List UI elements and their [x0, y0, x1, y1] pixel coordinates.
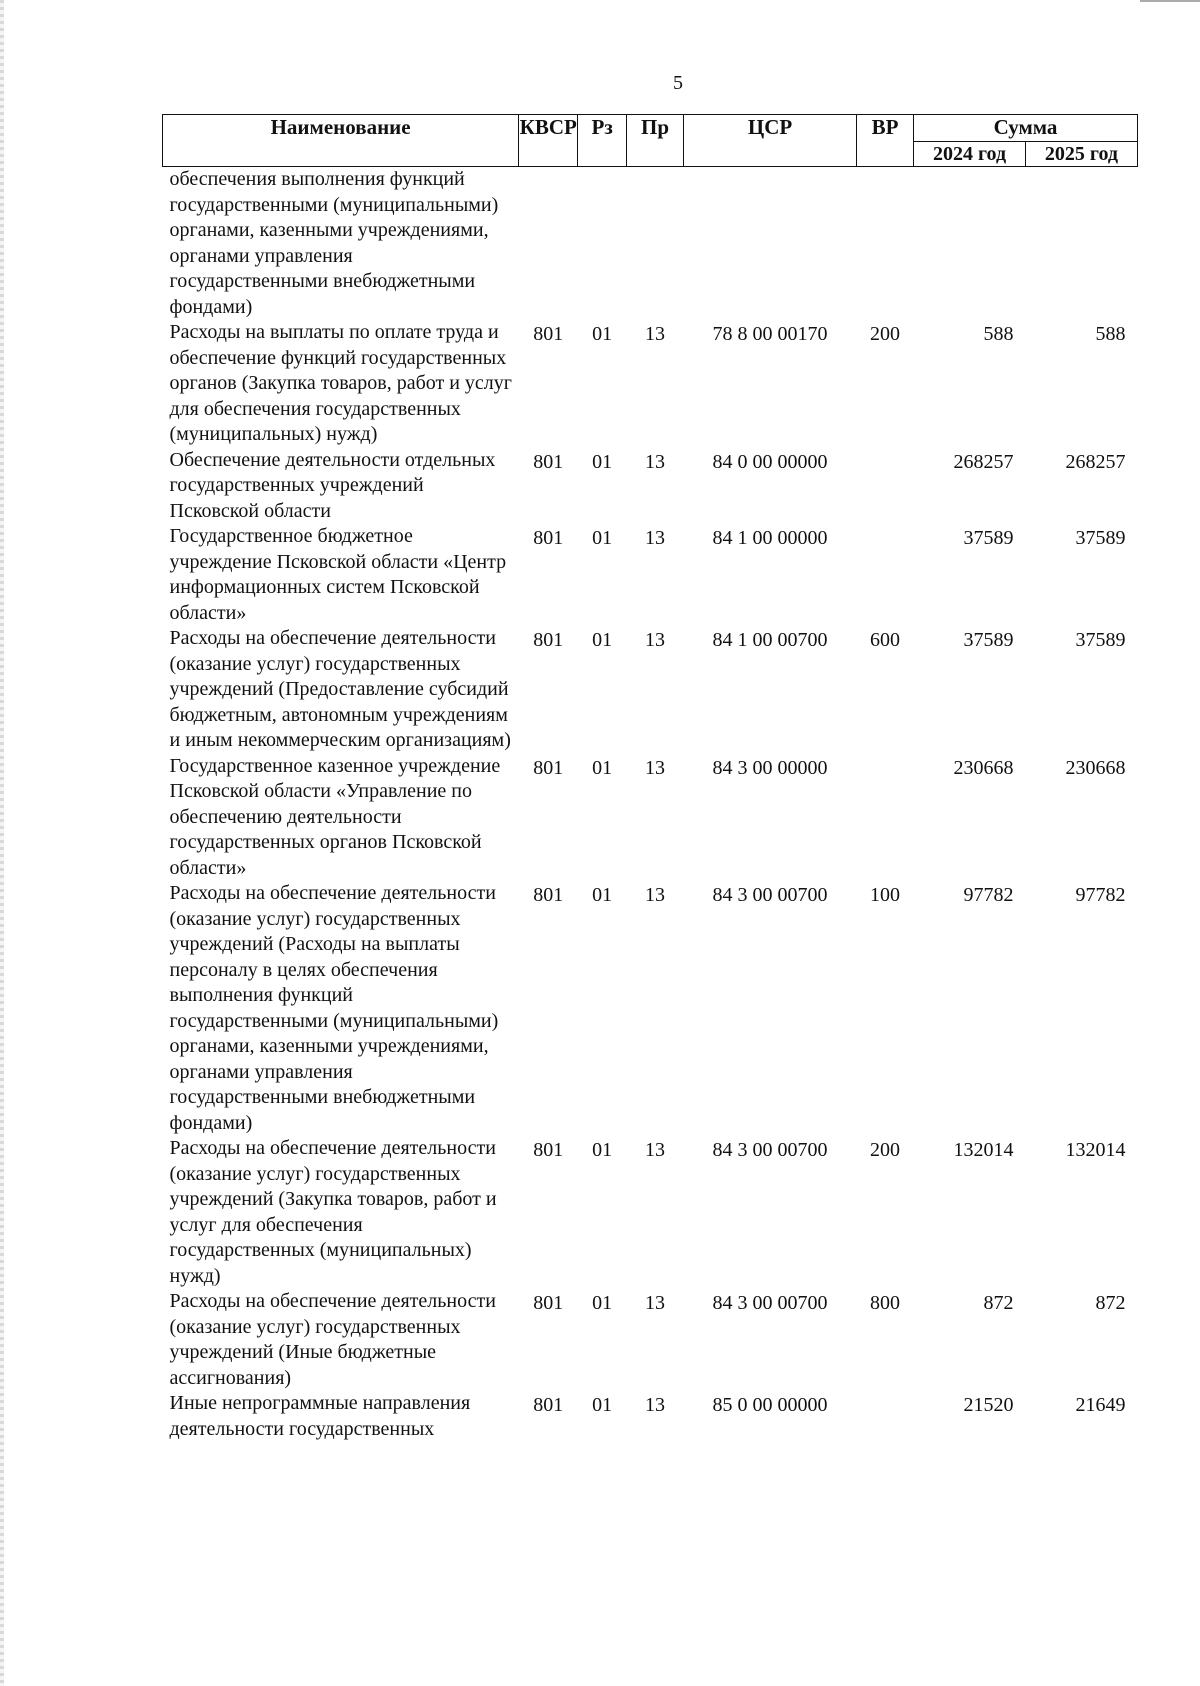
- cell-rz: 01: [592, 1394, 613, 1416]
- cell-rz: 01: [592, 884, 613, 906]
- cell-csr: 84 1 00 00000: [712, 527, 828, 549]
- cell-name: Государственное казенное учреждение Псковской области «Управление по обеспечению деятельности государственных органов Псковской области»: [169, 754, 501, 879]
- table-row: [163, 1136, 1138, 1289]
- cell-sum-2025: 872: [1095, 1292, 1126, 1314]
- cell-vr: [857, 524, 914, 626]
- header-rz: Рз: [578, 115, 627, 167]
- header-pr: Пр: [627, 115, 684, 167]
- cell-vr: [857, 754, 914, 882]
- cell-kvsr: 801: [533, 1394, 564, 1416]
- cell-sum-2025: 132014: [1065, 1139, 1126, 1161]
- table-row: [163, 524, 1138, 626]
- cell-rz: 01: [592, 629, 613, 651]
- cell-csr: 84 3 00 00000: [712, 756, 828, 779]
- table-row: [163, 881, 1138, 1136]
- cell-kvsr: 801: [533, 527, 564, 549]
- cell-rz: 01: [592, 756, 613, 779]
- cell-pr: 13: [645, 1292, 666, 1314]
- cell-kvsr: 801: [533, 884, 564, 906]
- table-row: [163, 167, 1138, 321]
- budget-table: [162, 114, 1138, 1442]
- cell-sum-2025: 37589: [1075, 527, 1126, 549]
- cell-csr: 84 1 00 00700: [712, 629, 828, 651]
- cell-pr: 13: [645, 629, 666, 651]
- cell-rz: 01: [592, 323, 613, 345]
- cell-sum-2024: 37589: [963, 527, 1014, 549]
- cell-pr: 13: [645, 756, 666, 779]
- cell-sum-2025: 37589: [1075, 629, 1126, 651]
- cell-vr: 100: [870, 884, 901, 906]
- table-row: [163, 754, 1138, 882]
- cell-kvsr: [519, 167, 578, 321]
- cell-sum-2025: 97782: [1075, 884, 1126, 906]
- cell-name: Расходы на обеспечение деятельности (оказание услуг) государственных учреждений (Закупка товаров, работ и услуг для обеспечения государственных (муниципальных) нужд): [169, 1137, 497, 1287]
- cell-csr: 84 3 00 00700: [712, 1292, 828, 1314]
- cell-pr: 13: [645, 1139, 666, 1161]
- cell-sum-2025: [1025, 167, 1137, 321]
- header-year-2025: 2025 год: [1025, 142, 1137, 167]
- cell-vr: [857, 1391, 914, 1442]
- header-csr: ЦСР: [684, 115, 857, 167]
- cell-vr: 800: [870, 1292, 901, 1314]
- budget-table-container: [162, 114, 1138, 1442]
- cell-name: Расходы на обеспечение деятельности (оказание услуг) государственных учреждений (Расходы на выплаты персоналу в целях обеспечения выполнения функций государственными (муниципальными) органами, казенными учреждениями, органами управления государственными внебюджетными фондами): [169, 882, 499, 1134]
- header-vr: ВР: [857, 115, 914, 167]
- cell-kvsr: 801: [533, 450, 564, 473]
- table-body: [163, 167, 1138, 1443]
- cell-sum-2025: 230668: [1065, 756, 1126, 779]
- cell-csr: 84 0 00 00000: [712, 450, 828, 473]
- header-sum: Сумма: [914, 115, 1138, 142]
- cell-sum-2024: 37589: [963, 629, 1014, 651]
- cell-csr: 78 8 00 00170: [712, 323, 828, 345]
- cell-pr: 13: [645, 884, 666, 906]
- cell-csr: 85 0 00 00000: [712, 1394, 828, 1416]
- cell-kvsr: 801: [533, 323, 564, 345]
- cell-kvsr: 801: [533, 629, 564, 651]
- cell-rz: [578, 167, 627, 321]
- cell-name: Расходы на обеспечение деятельности (оказание услуг) государственных учреждений (Предоставление субсидий бюджетным, автономным учреждениям и иным некоммерческим организациям): [169, 627, 511, 751]
- cell-rz: 01: [592, 450, 613, 473]
- cell-sum-2024: 230668: [953, 756, 1014, 779]
- cell-rz: 01: [592, 1292, 613, 1314]
- header-year-2024: 2024 год: [914, 142, 1026, 167]
- cell-sum-2024: 132014: [953, 1139, 1014, 1161]
- cell-vr: 200: [870, 323, 901, 345]
- cell-rz: 01: [592, 527, 613, 549]
- scan-edge-artifact: [0, 0, 4, 1686]
- cell-csr: 84 3 00 00700: [712, 884, 828, 906]
- cell-name: Обеспечение деятельности отдельных государственных учреждений Псковской области: [169, 448, 496, 522]
- table-header: [163, 115, 1138, 167]
- cell-vr: [857, 167, 914, 321]
- header-name: Наименование: [163, 115, 519, 167]
- cell-pr: 13: [645, 450, 666, 473]
- cell-name: Государственное бюджетное учреждение Псковской области «Центр информационных систем Псковской области»: [169, 525, 507, 624]
- cell-sum-2024: [914, 167, 1026, 321]
- cell-vr: 200: [870, 1139, 901, 1161]
- cell-pr: [627, 167, 684, 321]
- cell-kvsr: 801: [533, 756, 564, 779]
- cell-sum-2024: 97782: [963, 884, 1014, 906]
- cell-sum-2025: 588: [1095, 323, 1126, 345]
- table-row: [163, 448, 1138, 525]
- page-number: 5: [673, 72, 683, 94]
- cell-vr: 600: [870, 629, 901, 651]
- cell-name: Расходы на выплаты по оплате труда и обеспечение функций государственных органов (Закупка товаров, работ и услуг для обеспечения государственных (муниципальных) нужд): [169, 321, 512, 445]
- cell-kvsr: 801: [533, 1292, 564, 1314]
- table-row: [163, 320, 1138, 448]
- cell-name: обеспечения выполнения функций государственными (муниципальными) органами, казенными учреждениями, органами управления государственными внебюджетными фондами): [169, 168, 499, 318]
- cell-rz: 01: [592, 1139, 613, 1161]
- table-row: [163, 1289, 1138, 1391]
- table-row: [163, 626, 1138, 754]
- cell-csr: [684, 167, 857, 321]
- table-row: [163, 1391, 1138, 1442]
- cell-sum-2025: 268257: [1065, 450, 1126, 473]
- cell-sum-2024: 872: [983, 1292, 1014, 1314]
- cell-kvsr: 801: [533, 1139, 564, 1161]
- cell-sum-2024: 588: [983, 323, 1014, 345]
- cell-sum-2025: 21649: [1075, 1394, 1126, 1416]
- cell-pr: 13: [645, 527, 666, 549]
- cell-vr: [857, 448, 914, 525]
- cell-csr: 84 3 00 00700: [712, 1139, 828, 1161]
- header-kvsr: КВСР: [519, 115, 578, 167]
- cell-pr: 13: [645, 323, 666, 345]
- cell-pr: 13: [645, 1394, 666, 1416]
- cell-name: Иные непрограммные направления деятельности государственных: [169, 1392, 471, 1440]
- cell-name: Расходы на обеспечение деятельности (оказание услуг) государственных учреждений (Иные бюджетные ассигнования): [169, 1290, 496, 1389]
- scan-top-artifact: [1140, 0, 1200, 2]
- cell-sum-2024: 21520: [963, 1394, 1014, 1416]
- cell-sum-2024: 268257: [953, 450, 1014, 473]
